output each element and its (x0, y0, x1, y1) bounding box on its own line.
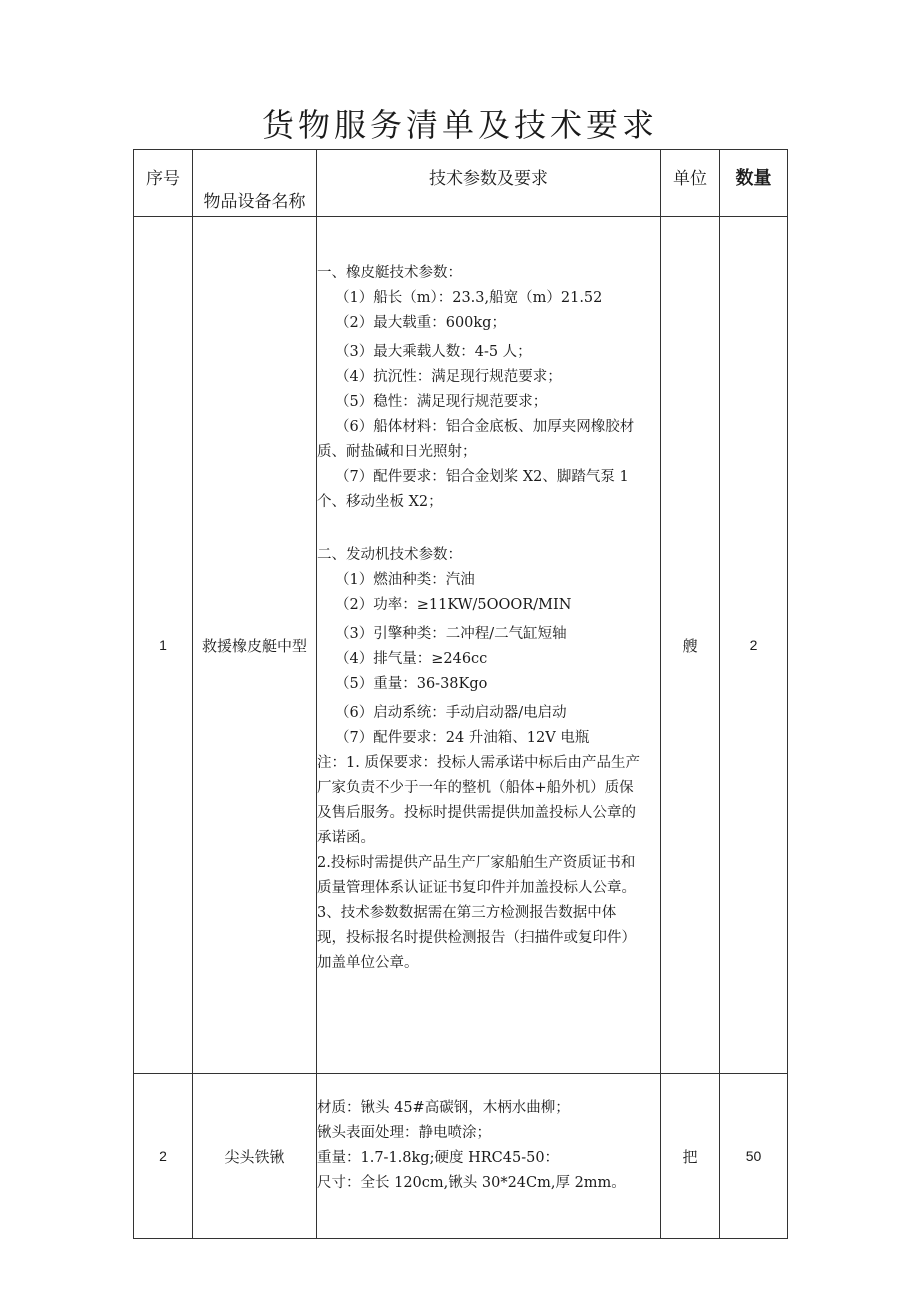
header-name: 物品设备名称 (193, 150, 317, 217)
row-spec (317, 217, 661, 1074)
spec-line: （2）功率：≥11KW/5OOOR/MIN (335, 597, 572, 613)
spec-line: （2）最大载重：600kg； (335, 315, 506, 331)
row-qty: 50 (720, 1074, 788, 1239)
row-unit: 把 (661, 1074, 720, 1239)
spec-line: （6）船体材料：铝合金底板、加厚夹网橡胶材 (335, 419, 635, 435)
spec-line: 尺寸：全长 120cm,锹头 30*24Cm,厚 2mm。 (317, 1175, 626, 1191)
spec-line: （7）配件要求：铝合金划桨 X2、脚踏气泵 1 (335, 469, 629, 485)
header-spec: 技术参数及要求 (317, 150, 661, 217)
goods-table (133, 149, 788, 1239)
page-title: 货物服务清单及技术要求 (261, 106, 658, 144)
spec-line: （1）船长（m）：23.3,船宽（m）21.52 (335, 290, 603, 306)
spec-line: （3）引擎种类：二冲程/二气缸短轴 (335, 626, 567, 642)
spec-line: （3）最大乘载人数：4-5 人； (335, 344, 532, 360)
spec-line: （4）排气量：≥246cc (335, 651, 488, 667)
spec-section-heading: 二、发动机技术参数： (317, 547, 462, 563)
note-line: 加盖单位公章。 (317, 955, 419, 971)
spec-line: （5）稳性：满足现行规范要求； (335, 394, 548, 410)
row-unit: 艘 (661, 217, 720, 1074)
row-name: 救援橡皮艇中型 (193, 217, 317, 1074)
note-line: 3、技术参数数据需在第三方检测报告数据中体 (317, 905, 617, 921)
note-line: 承诺函。 (317, 830, 375, 846)
spec-line: （5）重量：36-38Kgo (335, 676, 488, 692)
row-spec (317, 1074, 661, 1239)
spec-line: （4）抗沉性：满足现行规范要求； (335, 369, 562, 385)
table-header-row (134, 150, 788, 217)
spec-line: 重量：1.7-1.8kg;硬度 HRC45-50： (317, 1150, 560, 1166)
spec-line: 质、耐盐碱和日光照射； (317, 444, 477, 460)
spec-line: 个、移动坐板 X2； (317, 494, 443, 510)
note-line: 质量管理体系认证证书复印件并加盖投标人公章。 (317, 880, 636, 896)
row-seq: 2 (134, 1074, 193, 1239)
note-line: 现，投标报名时提供检测报告（扫描件或复印件） (317, 930, 636, 946)
table-row (134, 217, 788, 1074)
row-seq: 1 (134, 217, 193, 1074)
row-qty: 2 (720, 217, 788, 1074)
note-line: 及售后服务。投标时提供需提供加盖投标人公章的 (317, 805, 636, 821)
table-row (134, 1074, 788, 1239)
spec-gap (317, 515, 660, 531)
note-line: 2.投标时需提供产品生产厂家船舶生产资质证书和 (317, 855, 636, 871)
spec-section-heading: 一、橡皮艇技术参数： (317, 265, 462, 281)
spec-line: 材质：锹头 45#高碳钢，木柄水曲柳； (317, 1100, 570, 1116)
spec-line: （1）燃油种类：汽油 (335, 572, 475, 588)
spec-line: （7）配件要求：24 升油箱、12V 电瓶 (335, 730, 590, 746)
note-line: 注：1. 质保要求：投标人需承诺中标后由产品生产 (317, 755, 640, 771)
note-line: 厂家负责不少于一年的整机（船体+船外机）质保 (317, 780, 634, 796)
header-seq: 序号 (134, 150, 193, 217)
row-name: 尖头铁锹 (193, 1074, 317, 1239)
header-qty: 数量 (720, 150, 788, 217)
spec-line: （6）启动系统：手动启动器/电启动 (335, 705, 567, 721)
header-unit: 单位 (661, 150, 720, 217)
spec-line: 锹头表面处理：静电喷涂； (317, 1125, 491, 1141)
